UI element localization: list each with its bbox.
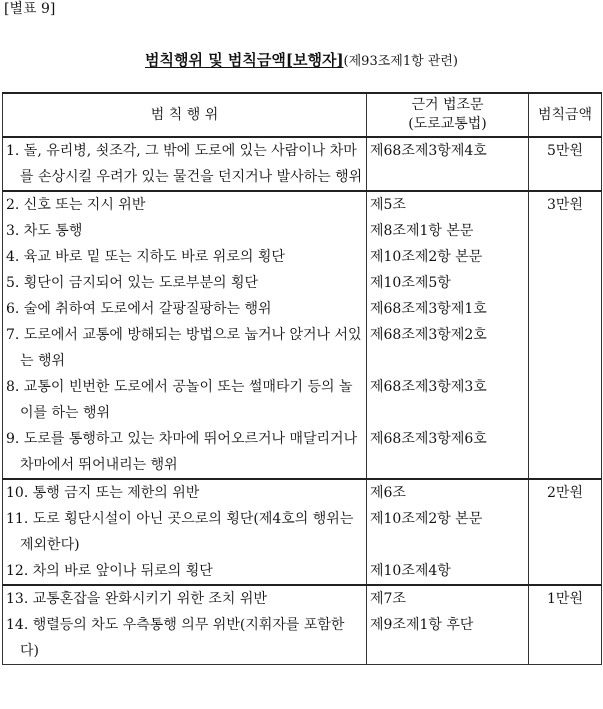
law-ref: 제68조제3항제4호 xyxy=(370,143,487,159)
law-ref: 제10조제5항 xyxy=(370,275,451,291)
law-ref: 제6조 xyxy=(370,485,406,501)
law-ref: 제68조제3항제6호 xyxy=(370,431,487,447)
table-row xyxy=(3,585,602,665)
fine-amount: 3만원 xyxy=(547,197,583,213)
table-row xyxy=(3,191,602,479)
law-cell xyxy=(367,585,529,665)
act-item: 4. 육교 바로 밑 또는 지하도 바로 위로의 횡단 xyxy=(6,249,285,265)
law-ref: 제68조제3항제2호 xyxy=(370,327,487,343)
act-item: 8. 교통이 빈번한 도로에서 공놀이 또는 썰매타기 등의 놀이를 하는 행위 xyxy=(6,379,353,421)
header-act: 범 칙 행 위 xyxy=(3,93,367,137)
law-ref: 제5조 xyxy=(370,197,406,213)
law-cell xyxy=(367,191,529,479)
law-cell xyxy=(367,479,529,585)
fine-group-4 xyxy=(3,585,602,665)
amount-cell xyxy=(529,137,602,191)
fine-amount: 1만원 xyxy=(547,591,583,607)
fine-group-1 xyxy=(3,137,602,191)
act-item: 6. 술에 취하여 도로에서 갈팡질팡하는 행위 xyxy=(6,301,272,317)
document-title xyxy=(0,50,603,72)
table-header-row xyxy=(3,93,602,137)
law-ref: 제10조제4항 xyxy=(370,563,451,579)
spacer xyxy=(370,348,525,374)
header-law xyxy=(367,93,529,137)
act-item: 14. 행렬등의 차도 우측통행 의무 위반(지휘자를 포함한다) xyxy=(6,617,345,659)
fine-amount: 5만원 xyxy=(547,143,583,159)
act-item: 1. 돌, 유리병, 쇳조각, 그 밖에 도로에 있는 사람이나 차마를 손상시킬 우려가 있는 물건을 던지거나 발사하는 행위 xyxy=(6,143,363,185)
act-item: 10. 통행 금지 또는 제한의 위반 xyxy=(6,485,200,501)
law-ref: 제10조제2항 본문 xyxy=(370,511,483,527)
act-cell xyxy=(3,585,367,665)
law-ref: 제68조제3항제3호 xyxy=(370,379,487,395)
header-law-line2: (도로교통법) xyxy=(408,116,487,132)
fine-amount: 2만원 xyxy=(547,485,583,501)
act-cell xyxy=(3,479,367,585)
spacer xyxy=(370,400,525,426)
act-item: 7. 도로에서 교통에 방해되는 방법으로 눕거나 앉거나 서있는 행위 xyxy=(6,327,362,369)
header-law-line1: 근거 법조문 xyxy=(411,97,484,113)
act-item: 2. 신호 또는 지시 위반 xyxy=(6,197,146,213)
act-item: 5. 횡단이 금지되어 있는 도로부분의 횡단 xyxy=(6,275,258,291)
law-cell xyxy=(367,137,529,191)
law-ref: 제7조 xyxy=(370,591,406,607)
act-item: 11. 도로 횡단시설이 아닌 곳으로의 횡단(제4호의 행위는 제외한다) xyxy=(6,511,354,553)
table-row xyxy=(3,137,602,191)
law-ref: 제68조제3항제1호 xyxy=(370,301,487,317)
act-item: 12. 차의 바로 앞이나 뒤로의 횡단 xyxy=(6,563,213,579)
act-cell xyxy=(3,191,367,479)
title-main: 범칙행위 및 범칙금액[보행자] xyxy=(145,51,344,69)
act-cell xyxy=(3,137,367,191)
act-item: 9. 도로를 통행하고 있는 차마에 뛰어오르거나 매달리거나 차마에서 뛰어내리는 행위 xyxy=(6,431,358,473)
law-ref: 제9조제1항 후단 xyxy=(370,617,474,633)
amount-cell xyxy=(529,191,602,479)
act-item: 3. 차도 통행 xyxy=(6,223,83,239)
header-amount: 범칙금액 xyxy=(529,93,602,137)
fines-table xyxy=(2,92,602,665)
annex-label: [별표 9] xyxy=(4,1,56,17)
title-note: (제93조제1항 관련) xyxy=(343,54,458,69)
fine-group-3 xyxy=(3,479,602,585)
law-ref: 제10조제2항 본문 xyxy=(370,249,483,265)
amount-cell xyxy=(529,479,602,585)
table-row xyxy=(3,479,602,585)
act-item: 13. 교통혼잡을 완화시키기 위한 조치 위반 xyxy=(6,591,267,607)
fine-group-2 xyxy=(3,191,602,479)
law-ref: 제8조제1항 본문 xyxy=(370,223,474,239)
spacer xyxy=(370,532,525,558)
amount-cell xyxy=(529,585,602,665)
